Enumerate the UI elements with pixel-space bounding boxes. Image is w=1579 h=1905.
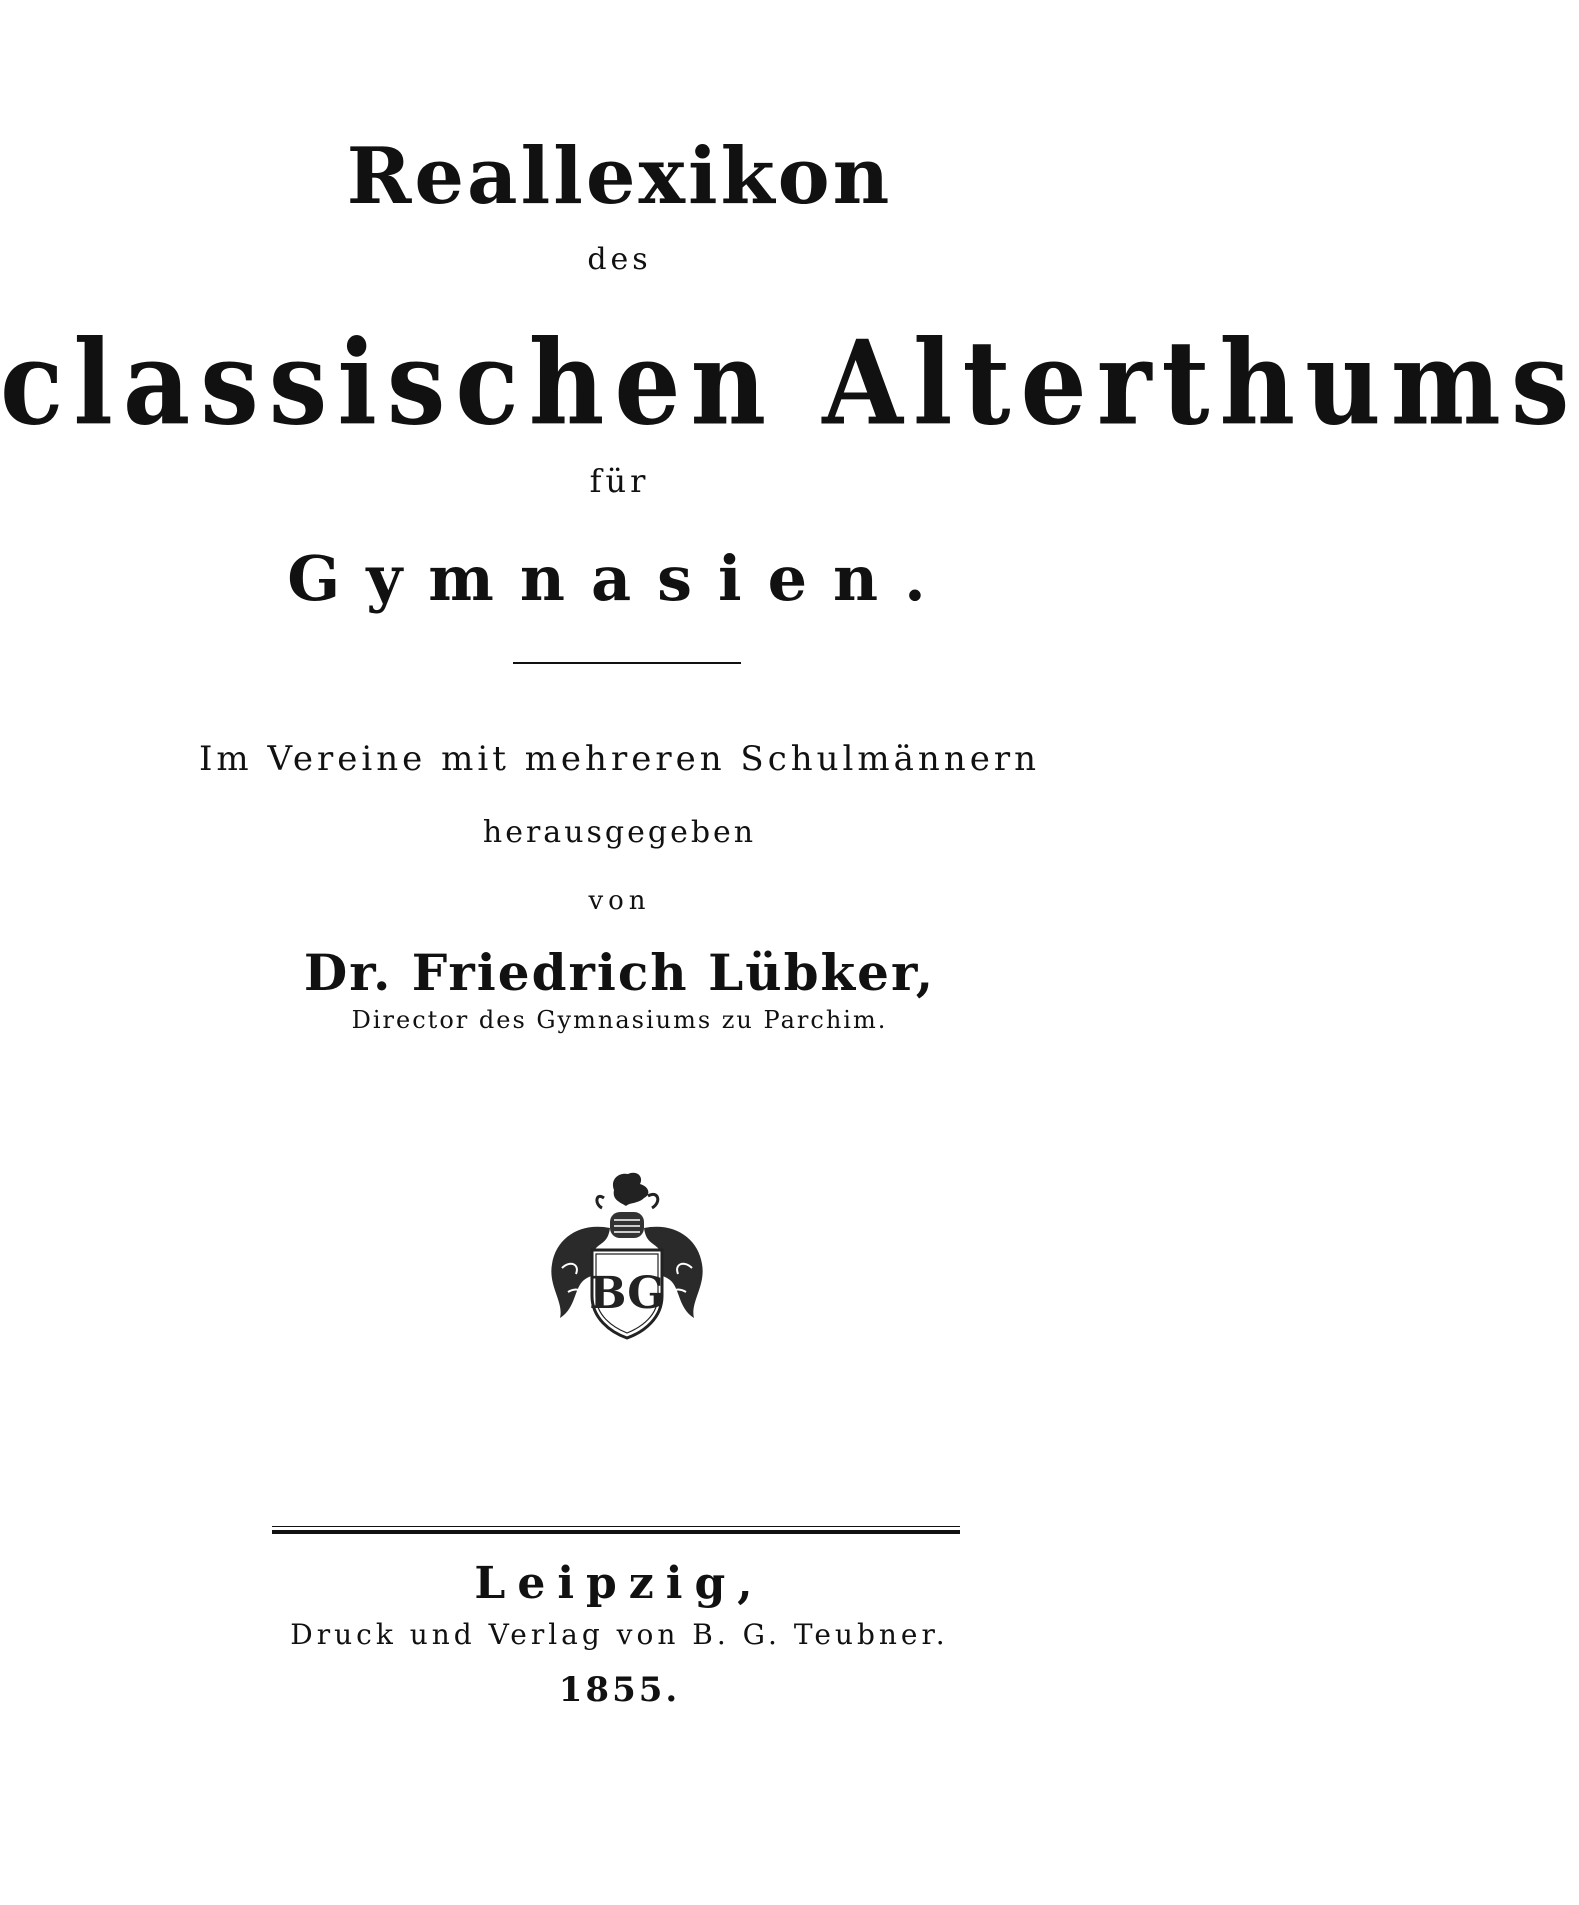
author-role: Director des Gymnasiums zu Parchim. — [351, 1006, 888, 1034]
city-line: Leipzig, — [474, 1558, 765, 1609]
long-divider — [272, 1530, 960, 1534]
von-line: von — [588, 886, 651, 916]
author-name: Dr. Friedrich Lübker, — [303, 943, 936, 1002]
year-line: 1855. — [558, 1670, 681, 1710]
publisher-line: Druck und Verlag von B. G. Teubner. — [290, 1618, 949, 1651]
subject-line: classischen Alterthums — [0, 313, 1579, 452]
edited-line: herausgegeben — [482, 815, 757, 850]
publisher-emblem-icon — [540, 1168, 712, 1346]
audience-line: Gymnasien. — [287, 542, 952, 615]
preposition-fuer: für — [589, 462, 650, 500]
book-title: Reallexikon — [346, 131, 893, 222]
collaboration-line: Im Vereine mit mehreren Schulmännern — [199, 739, 1040, 779]
short-divider — [513, 662, 741, 664]
article-des: des — [587, 242, 652, 277]
svg-text:BG: BG — [589, 1268, 665, 1319]
